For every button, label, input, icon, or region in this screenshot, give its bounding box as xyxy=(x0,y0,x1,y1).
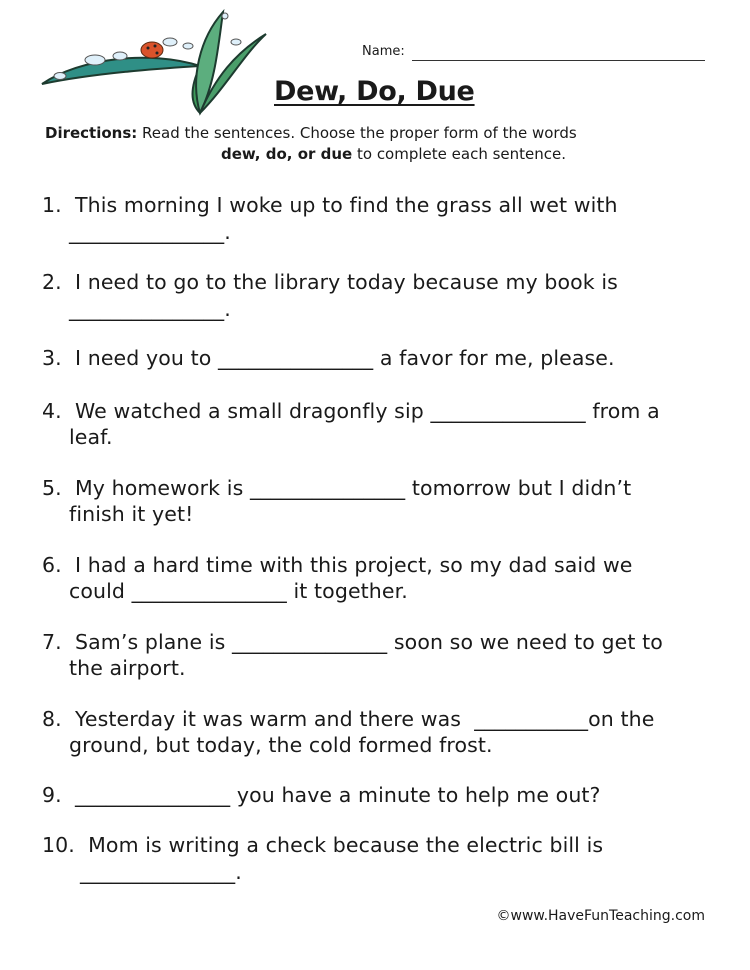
question-2: 2. I need to go to the library today because my book is xyxy=(42,270,618,294)
question-1-continuation: _______________. xyxy=(69,220,231,244)
directions-label: Directions: xyxy=(45,124,138,142)
question-5: 5. My homework is _______________ tomorrow but I didn’t xyxy=(42,476,632,500)
question-5-continuation: finish it yet! xyxy=(69,502,194,526)
question-4-continuation: leaf. xyxy=(69,425,113,449)
question-9: 9. _______________ you have a minute to help me out? xyxy=(42,783,601,807)
question-4: 4. We watched a small dragonfly sip _______________ from a xyxy=(42,399,660,423)
question-2-continuation: _______________. xyxy=(69,297,231,321)
question-8: 8. Yesterday it was warm and there was ___________on the xyxy=(42,707,655,731)
question-8-continuation: ground, but today, the cold formed frost. xyxy=(69,733,493,757)
directions-line-1 xyxy=(45,124,577,142)
question-6: 6. I had a hard time with this project, so my dad said we xyxy=(42,553,633,577)
question-7-continuation: the airport. xyxy=(69,656,186,680)
question-10: 10. Mom is writing a check because the electric bill is xyxy=(42,833,604,857)
directions-words: dew, do, or due xyxy=(221,145,353,163)
question-1: 1. This morning I woke up to find the grass all wet with xyxy=(42,193,618,217)
worksheet-title: Dew, Do, Due xyxy=(274,76,475,107)
question-3: 3. I need you to _______________ a favor for me, please. xyxy=(42,346,615,370)
name-label: Name: xyxy=(362,44,405,59)
leaf-ladybug-illustration xyxy=(40,8,270,116)
question-6-continuation: could _______________ it together. xyxy=(69,579,408,603)
directions-line-2 xyxy=(221,145,566,163)
question-7: 7. Sam’s plane is _______________ soon so we need to get to xyxy=(42,630,663,654)
directions-text-2: to complete each sentence. xyxy=(352,145,566,163)
question-10-continuation: _______________. xyxy=(80,860,242,884)
directions-text: Read the sentences. Choose the proper form of the words xyxy=(137,124,577,142)
name-field-line[interactable] xyxy=(412,60,705,61)
copyright: ©www.HaveFunTeaching.com xyxy=(496,908,705,924)
